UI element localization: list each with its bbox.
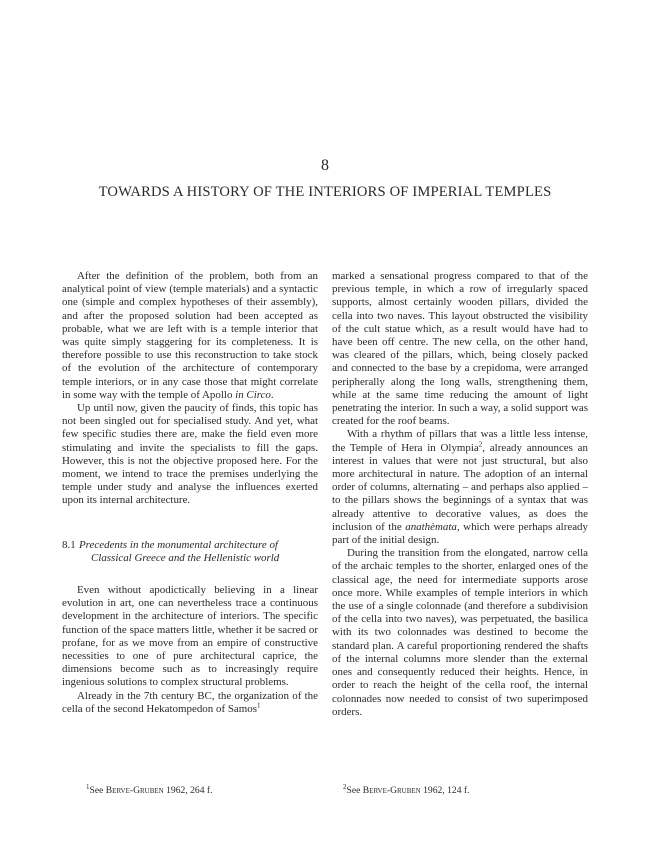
- paragraph: [62, 270, 318, 402]
- paragraph-text: Already in the 7th century BC, the organization of the cella of the second Hekatompedon of Samos: [62, 689, 318, 715]
- footnote-text: See: [346, 785, 363, 796]
- section-title-line: Precedents in the monumental architecture of: [79, 538, 278, 551]
- footnote-text: See: [89, 785, 106, 796]
- paragraph: Up until now, given the paucity of finds, this topic has not been singled out for specialised study. And yet, what few specific studies there are, make the field even more stimulating and invite the specialists to fill the gaps. However, this is not the objective proposed here. For the moment, we intend to trace the premises underlying the temple under study and analyse the influences exerted upon its internal architecture.: [62, 402, 318, 507]
- section-title-line: Classical Greece and the Hellenistic world: [91, 551, 280, 564]
- footnote-1: [86, 782, 213, 797]
- footnote-2: [343, 782, 470, 797]
- paragraph-text: After the definition of the problem, both from an analytical point of view (temple materials) and a syntactic one (simple and complex hypotheses of their assembly), and after the proposed solution had been accepted as probable, what we are left with is a temple interior that was quite simply staggering for its completeness. It is therefore possible to use this reconstruction to take stock of the evolution of the architecture of contemporary temple interiors, or in any case those that might correlate in some way with the temple of Apollo: [62, 270, 318, 401]
- paragraph: During the transition from the elongated, narrow cella of the archaic temples to the shorter, enlarged ones of the classical age, the need for intermediate supports arose once more. While examples of temple interiors in which the use of a single colonnade (and therefore a subdivision of the cella into two naves), was perpetuated, the basilica with its two colonnades was destined to become the standard plan. A careful proportioning rendered the shafts of the internal columns more slender than the external ones and consequently reduced their heights. Hence, in order to reach the height of the cella roof, the internal colonnades now needed to consist of two superimposed orders.: [332, 547, 588, 718]
- paragraph: [332, 428, 588, 547]
- chapter-number: 8: [321, 157, 329, 174]
- footnote-reference: 1962, 264 f.: [163, 785, 213, 796]
- paragraph: marked a sensational progress compared to that of the previous temple, in which a row of irregularly spaced supports, almost certainly wooden pillars, divided the cella into two naves. This layout obstructed the visibility of the cult statue which, as a result would have had to have been off centre. The new cella, on the other hand, was cleared of the pillars, which, being closely packed and connected to the base by a crepidoma, were arranged peripherally along the long walls, strengthening them, while at the same time reducing the amount of light penetrating the interior. In such a way, a solid support was created for the roof beams.: [332, 270, 588, 428]
- italic-text: in Circo: [235, 388, 271, 401]
- left-column: [62, 270, 318, 716]
- paragraph-text: With a rhythm of pillars that was a little less intense, the Temple of Hera in Olympia: [332, 428, 588, 454]
- paragraph: [62, 690, 318, 716]
- footnote-author: Berve-Gruben: [362, 785, 421, 796]
- footnote-ref[interactable]: 1: [257, 701, 261, 710]
- footnote-ref[interactable]: 2: [478, 440, 483, 448]
- paragraph: Even without apodictically believing in a linear evolution in art, one can nevertheless trace a continuous development in the architecture of interiors. The specific function of the space matters little, whether it be sacred or profane, for as we move from an empire of constructive necessities to one of pure architectural caprice, the dimensions become such as to increasingly require ingenious solutions to complex structural problems.: [62, 584, 318, 689]
- paragraph-text: .: [270, 388, 274, 401]
- footnote-marker: 1: [86, 782, 90, 791]
- section-title: [79, 539, 279, 565]
- right-column: [332, 270, 588, 719]
- paragraph-text: , which were perhaps already part of the initial design.: [332, 520, 588, 547]
- footnote-author: Berve-Gruben: [105, 785, 164, 796]
- footnote-marker: 2: [343, 782, 347, 791]
- paragraph-text: , already announces an interest in values that were not just structural, but also more architectural in nature. The adoption of an internal order of columns, alternating – and perhaps also applied – to the pillars shows the beginnings of a syntax that was already attentive to decorative values, as does the inclusion of the: [332, 441, 589, 533]
- footnote-reference: 1962, 124 f.: [420, 785, 470, 796]
- section-heading: [62, 539, 318, 565]
- italic-text: anathèmata: [405, 520, 457, 533]
- chapter-title: TOWARDS A HISTORY OF THE INTERIORS OF IMPERIAL TEMPLES: [98, 184, 552, 200]
- section-number: 8.1: [62, 538, 76, 551]
